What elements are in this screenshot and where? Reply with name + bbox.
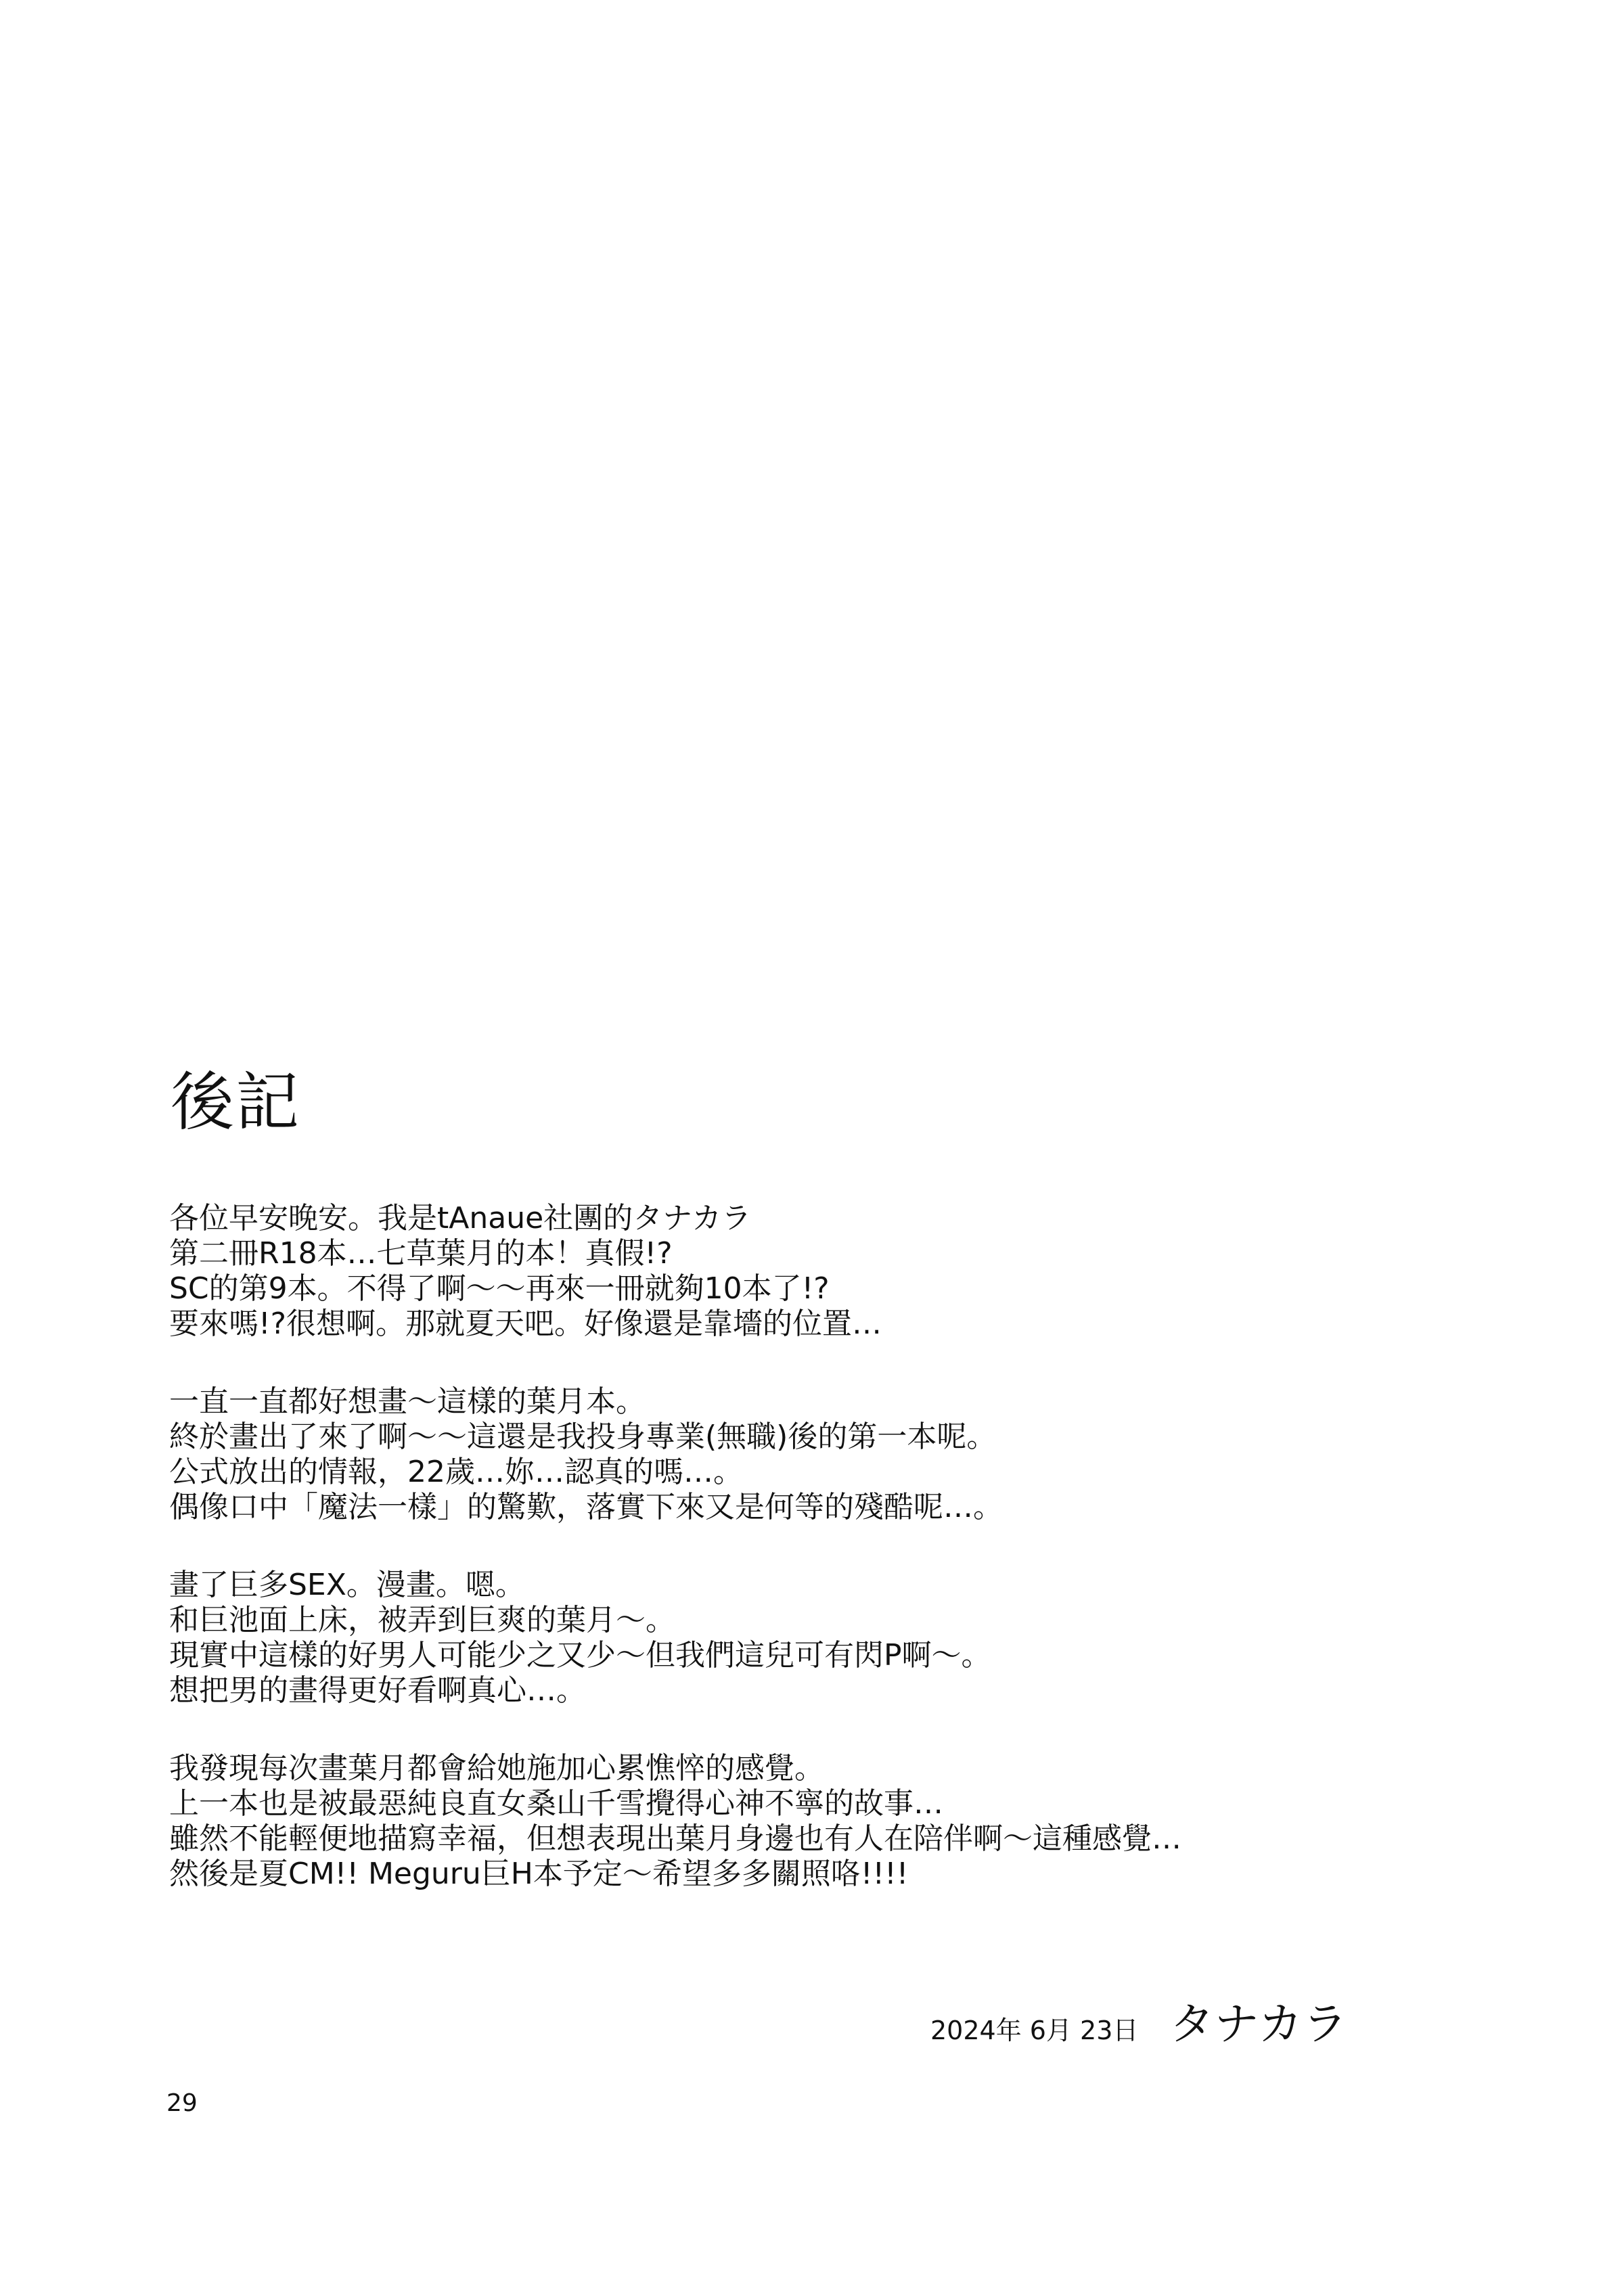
text-line: 雖然不能輕便地描寫幸福，但想表現出葉月身邊也有人在陪伴啊〜這種感覺… bbox=[169, 1821, 1181, 1856]
text-line: 和巨池面上床，被弄到巨爽的葉月〜。 bbox=[169, 1603, 675, 1637]
text-line: 第二冊R18本…七草葉月的本！真假!? bbox=[169, 1236, 673, 1271]
page-number: 29 bbox=[166, 2089, 198, 2117]
text-line: 各位早安晚安。我是tAnaue社團的タナカラ bbox=[169, 1201, 752, 1235]
signature-date: 2024年 6月 23日 bbox=[930, 2016, 1139, 2045]
paragraph-2 bbox=[169, 1384, 1387, 1525]
text-line: 現實中這樣的好男人可能少之又少〜但我們這兒可有閃P啊〜。 bbox=[169, 1638, 991, 1673]
text-line: 我發現每次畫葉月都會給她施加心累憔悴的感覺。 bbox=[169, 1751, 824, 1786]
paragraph-1 bbox=[169, 1201, 1387, 1342]
text-line: SC的第9本。不得了啊〜〜再來一冊就夠10本了!? bbox=[169, 1271, 830, 1306]
text-line: 想把男的畫得更好看啊真心…。 bbox=[169, 1673, 586, 1708]
afterword-title: 後記 bbox=[171, 1066, 301, 1139]
text-line: 終於畫出了來了啊〜〜這還是我投身專業(無職)後的第一本呢。 bbox=[169, 1419, 997, 1454]
text-line: 畫了巨多SEX。漫畫。嗯。 bbox=[169, 1568, 525, 1602]
text-line: 然後是夏CM!! Meguru巨H本予定〜希望多多關照咯!!!! bbox=[169, 1857, 909, 1891]
text-line: 上一本也是被最惡純良直女桑山千雪攪得心神不寧的故事… bbox=[169, 1786, 943, 1821]
signature-author: タナカラ bbox=[1169, 1998, 1348, 2050]
text-line: 偶像口中「魔法一樣」的驚歎，落實下來又是何等的殘酷呢…。 bbox=[169, 1490, 1003, 1524]
text-line: 一直一直都好想畫〜這樣的葉月本。 bbox=[169, 1384, 646, 1419]
text-line: 公式放出的情報，22歲…妳…認真的嗎…。 bbox=[169, 1455, 743, 1489]
paragraph-3 bbox=[169, 1568, 1387, 1708]
paragraph-4 bbox=[169, 1751, 1387, 1892]
afterword-body bbox=[169, 1201, 1387, 1934]
text-line: 要來嗎!?很想啊。那就夏天吧。好像還是靠墻的位置… bbox=[169, 1307, 882, 1341]
signature bbox=[930, 1988, 1347, 2052]
